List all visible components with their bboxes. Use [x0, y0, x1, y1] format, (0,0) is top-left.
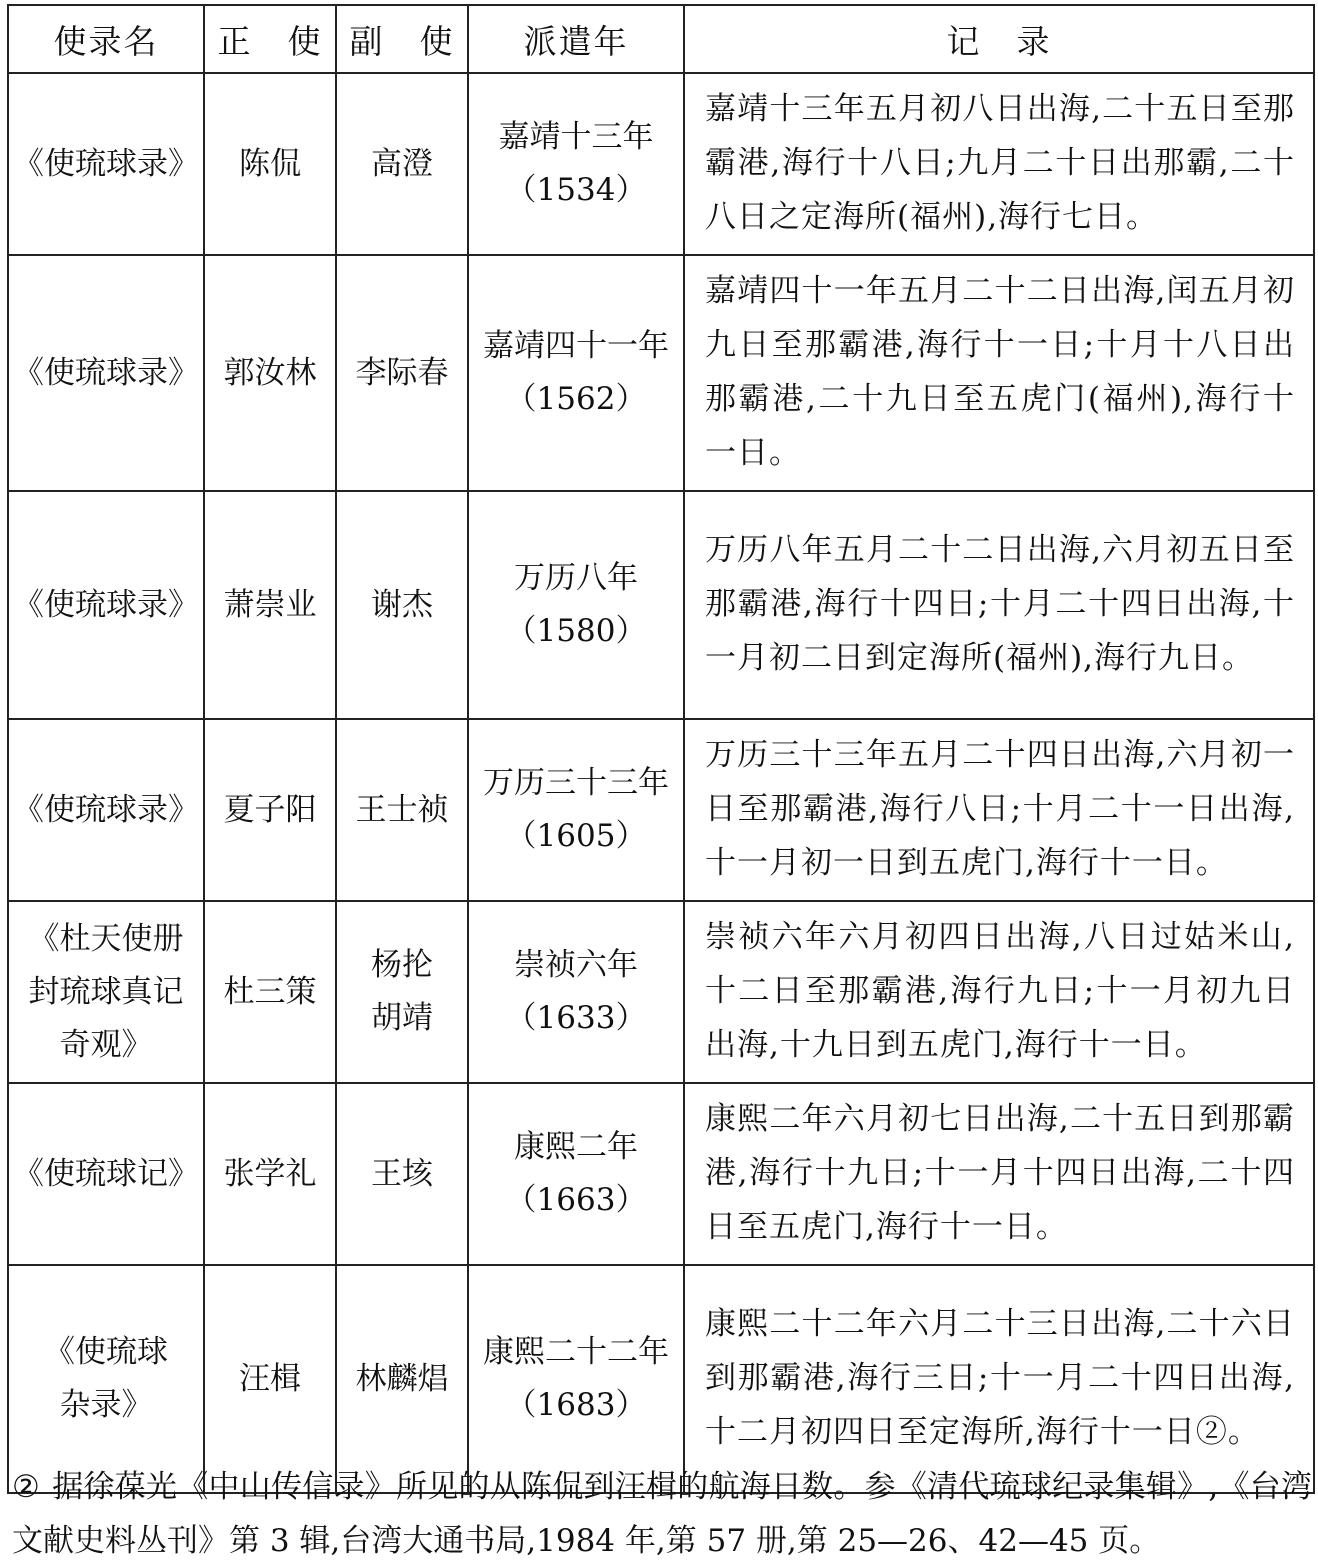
cell-year	[468, 255, 684, 491]
table-row	[8, 1265, 1314, 1493]
cell-year	[468, 719, 684, 901]
cell-envoy: 陈侃	[204, 73, 336, 255]
cell-year	[468, 1083, 684, 1265]
cell-title: 《使琉球记》	[8, 1083, 204, 1265]
year-reign: 康熙二年	[514, 1129, 638, 1165]
header-record: 记 录	[684, 5, 1314, 73]
header-title: 使录名	[8, 5, 204, 73]
year-ad: （1663）	[505, 1182, 647, 1218]
cell-envoy: 张学礼	[204, 1083, 336, 1265]
cell-vice: 杨抡 胡靖	[336, 901, 468, 1083]
cell-record: 嘉靖四十一年五月二十二日出海,闰五月初九日至那霸港,海行十一日;十月十八日出那霸港,二十九日至五虎门(福州),海行十一日。	[684, 255, 1314, 491]
cell-vice: 王士祯	[336, 719, 468, 901]
cell-vice: 高澄	[336, 73, 468, 255]
year-reign: 嘉靖四十一年	[483, 328, 669, 364]
cell-record: 康熙二年六月初七日出海,二十五日到那霸港,海行十九日;十一月十四日出海,二十四日至五虎门,海行十一日。	[684, 1083, 1314, 1265]
cell-record: 崇祯六年六月初四日出海,八日过姑米山,十二日至那霸港,海行九日;十一月初九日出海,十九日到五虎门,海行十一日。	[684, 901, 1314, 1083]
header-envoy: 正 使	[204, 5, 336, 73]
year-ad: （1605）	[505, 818, 647, 854]
table-row	[8, 73, 1314, 255]
table-row	[8, 901, 1314, 1083]
cell-title: 《使琉球录》	[8, 491, 204, 719]
cell-title: 《使琉球杂录》	[8, 1265, 204, 1493]
year-reign: 万历八年	[514, 560, 638, 596]
year-reign: 崇祯六年	[514, 947, 638, 983]
header-row	[8, 5, 1314, 73]
footnote	[12, 1460, 1312, 1568]
header-year: 派遣年	[468, 5, 684, 73]
cell-envoy: 夏子阳	[204, 719, 336, 901]
table-row	[8, 719, 1314, 901]
cell-record: 康熙二十二年六月二十三日出海,二十六日到那霸港,海行三日;十一月二十四日出海,十二月初四日至定海所,海行十一日②。	[684, 1265, 1314, 1493]
cell-title: 《使琉球录》	[8, 255, 204, 491]
cell-year	[468, 901, 684, 1083]
cell-record: 万历八年五月二十二日出海,六月初五日至那霸港,海行十四日;十月二十四日出海,十一月初二日到定海所(福州),海行九日。	[684, 491, 1314, 719]
table-row	[8, 491, 1314, 719]
year-ad: （1633）	[505, 1000, 647, 1036]
header-vice-envoy: 副 使	[336, 5, 468, 73]
year-reign: 万历三十三年	[483, 765, 669, 801]
voyage-table	[7, 4, 1315, 1494]
cell-title: 《使琉球录》	[8, 719, 204, 901]
year-ad: （1534）	[505, 172, 647, 208]
cell-vice: 王垓	[336, 1083, 468, 1265]
year-reign: 康熙二十二年	[483, 1334, 669, 1370]
footnote-marker: ②	[12, 1469, 40, 1505]
cell-year	[468, 1265, 684, 1493]
year-ad: （1683）	[505, 1387, 647, 1423]
cell-record: 嘉靖十三年五月初八日出海,二十五日至那霸港,海行十八日;九月二十日出那霸,二十八日之定海所(福州),海行七日。	[684, 73, 1314, 255]
year-ad: （1580）	[505, 613, 647, 649]
cell-vice: 谢杰	[336, 491, 468, 719]
cell-year	[468, 73, 684, 255]
year-reign: 嘉靖十三年	[498, 119, 654, 155]
cell-envoy: 汪楫	[204, 1265, 336, 1493]
cell-envoy: 杜三策	[204, 901, 336, 1083]
footnote-text: 据徐葆光《中山传信录》所见的从陈侃到汪楫的航海日数。参《清代琉球纪录集辑》,《台湾文献史料丛刊》第 3 辑,台湾大通书局,1984 年,第 57 册,第 25—26、42—45 页。	[12, 1469, 1312, 1559]
cell-envoy: 萧崇业	[204, 491, 336, 719]
cell-year	[468, 491, 684, 719]
cell-vice: 林麟焻	[336, 1265, 468, 1493]
year-ad: （1562）	[505, 381, 647, 417]
cell-vice: 李际春	[336, 255, 468, 491]
cell-title: 《杜天使册封琉球真记奇观》	[8, 901, 204, 1083]
table-row	[8, 1083, 1314, 1265]
cell-record: 万历三十三年五月二十四日出海,六月初一日至那霸港,海行八日;十月二十一日出海,十一月初一日到五虎门,海行十一日。	[684, 719, 1314, 901]
cell-title: 《使琉球录》	[8, 73, 204, 255]
table-row	[8, 255, 1314, 491]
cell-envoy: 郭汝林	[204, 255, 336, 491]
